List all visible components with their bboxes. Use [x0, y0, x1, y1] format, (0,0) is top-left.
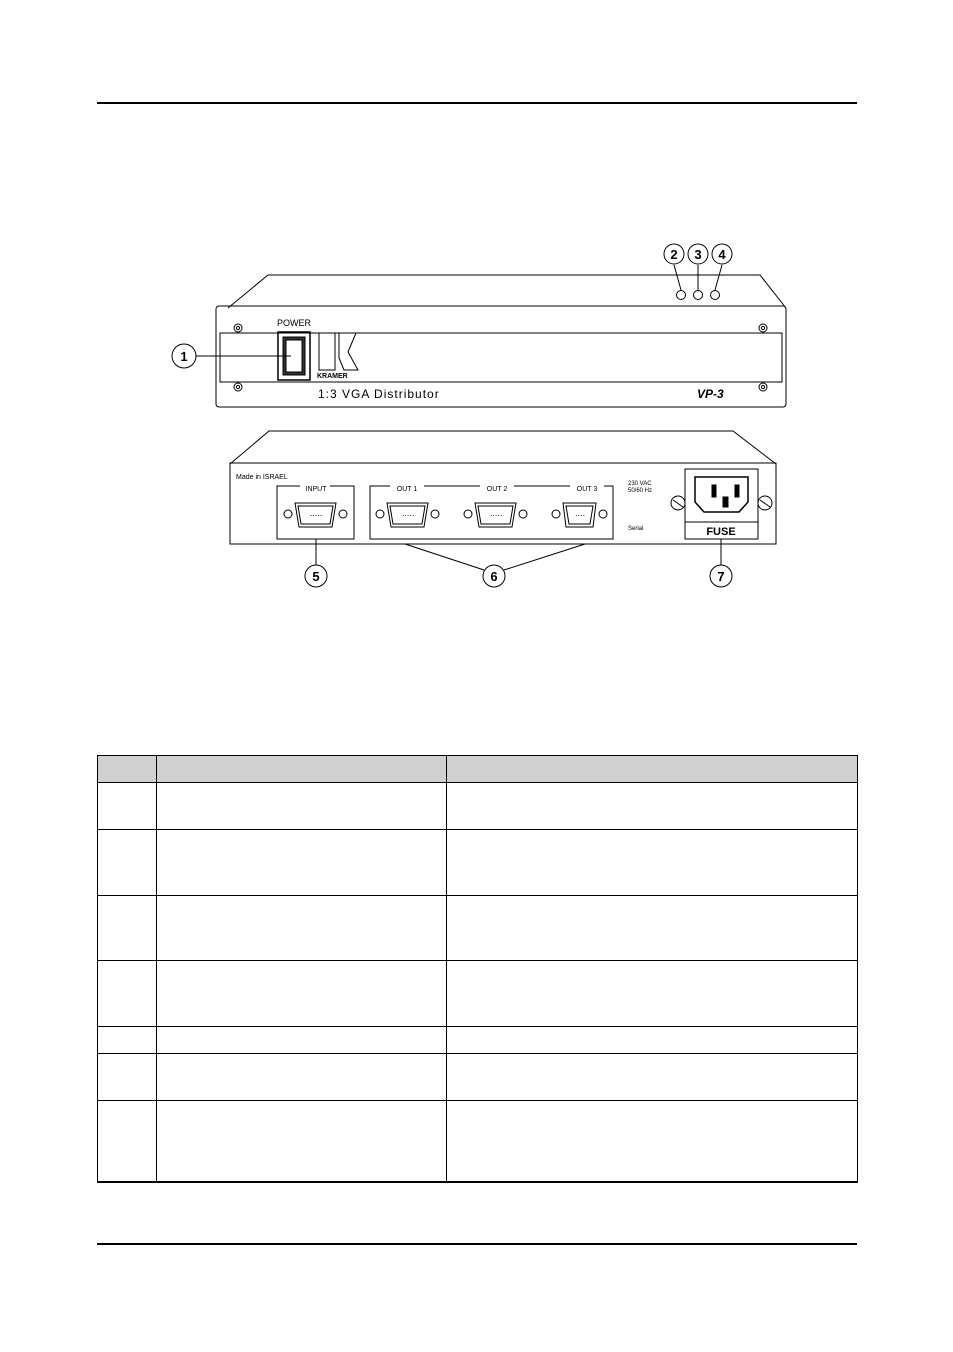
table-cell	[157, 1054, 447, 1101]
table-cell	[98, 783, 157, 830]
output-1-vga-connector	[376, 503, 439, 527]
table-cell	[98, 830, 157, 896]
table-cell	[98, 1101, 157, 1182]
power-label: POWER	[277, 318, 312, 328]
table-row	[98, 1027, 858, 1054]
out1-label: OUT 1	[396, 486, 418, 493]
table-cell	[98, 961, 157, 1027]
table-cell	[447, 830, 858, 896]
table-cell	[98, 1027, 157, 1054]
callout-7: 7	[717, 569, 725, 584]
callout-4: 4	[718, 247, 726, 262]
front-description: 1:3 VGA Distributor	[318, 387, 440, 401]
table-cell	[157, 783, 447, 830]
table-cell	[447, 961, 858, 1027]
callout-1: 1	[180, 349, 188, 364]
feature-table	[97, 755, 858, 1183]
serial-label: Serial	[628, 526, 644, 532]
table-row	[98, 1101, 858, 1182]
fuse-label: FUSE	[706, 526, 736, 538]
table-cell	[447, 783, 858, 830]
table-cell	[157, 961, 447, 1027]
bottom-rule	[97, 1243, 857, 1245]
table-cell	[157, 1027, 447, 1054]
callout-3: 3	[694, 247, 702, 262]
voltage-label: 230 VAC	[628, 481, 652, 487]
svg-text:∙∙∙∙∙: ∙∙∙∙∙	[309, 510, 323, 520]
table-cell	[157, 896, 447, 961]
table-cell	[98, 896, 157, 961]
made-in-label: Made in ISRAEL	[236, 474, 288, 481]
table-cell	[447, 1101, 858, 1182]
table-row	[98, 1054, 858, 1101]
table-cell	[98, 1054, 157, 1101]
table-row	[98, 783, 858, 830]
output-2-vga-connector	[464, 503, 527, 527]
table-row	[98, 896, 858, 961]
frequency-label: 50/60 Hz	[628, 488, 653, 494]
front-model: VP-3	[697, 387, 724, 401]
callout-5: 5	[312, 569, 320, 584]
table-header-cell	[157, 756, 447, 783]
svg-text:∙∙∙∙∙: ∙∙∙∙∙	[401, 510, 415, 520]
table-cell	[157, 1101, 447, 1182]
input-label: INPUT	[305, 486, 327, 493]
brand-logo-text: KRAMER	[317, 373, 348, 380]
table-header-cell	[98, 756, 157, 783]
callout-2: 2	[670, 247, 678, 262]
vp3-panels-illustration	[0, 0, 953, 600]
out3-label: OUT 3	[576, 486, 598, 493]
output-3-vga-connector	[552, 503, 607, 527]
table-cell	[447, 896, 858, 961]
table-row	[98, 961, 858, 1027]
table-row	[98, 830, 858, 896]
svg-text:∙∙∙∙∙: ∙∙∙∙∙	[489, 510, 503, 520]
table-cell	[157, 830, 447, 896]
table-header-row	[98, 756, 858, 783]
callout-6: 6	[490, 569, 498, 584]
table-cell	[447, 1054, 858, 1101]
table-cell	[447, 1027, 858, 1054]
out2-label: OUT 2	[486, 486, 508, 493]
svg-text:∙∙∙∙: ∙∙∙∙	[574, 510, 586, 520]
input-vga-connector	[284, 503, 347, 527]
table-header-cell	[447, 756, 858, 783]
